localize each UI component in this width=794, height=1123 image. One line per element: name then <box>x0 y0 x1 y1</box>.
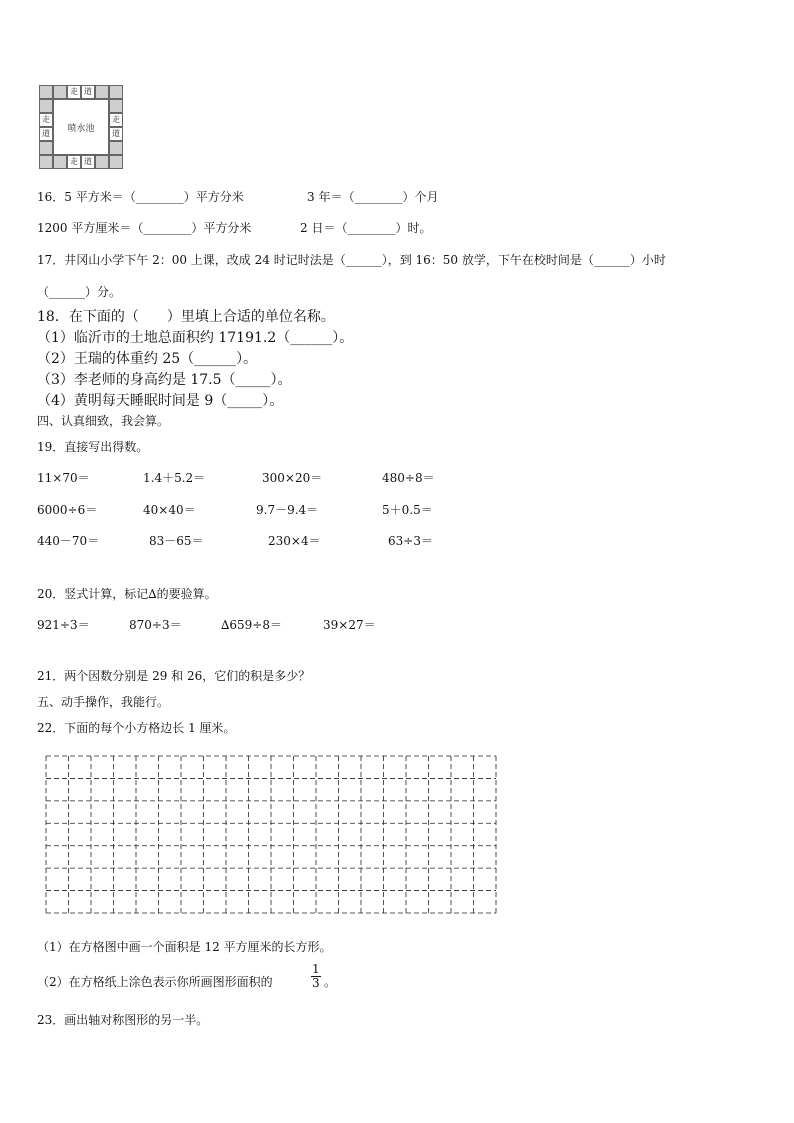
corner-tile <box>39 155 53 169</box>
q17-line2: （______）分。 <box>37 285 122 299</box>
path-label: 走 <box>39 113 53 127</box>
vertical-calc-item: ∆659÷8＝ <box>221 618 282 632</box>
corner-tile <box>109 155 123 169</box>
fraction-one-third <box>311 963 321 990</box>
corner-tile <box>39 85 53 99</box>
q18-item: （4）黄明每天睡眠时间是 9（_____）。 <box>37 393 284 409</box>
square-grid[interactable] <box>45 755 497 915</box>
path-label: 道 <box>39 127 53 141</box>
path-label: 走 <box>67 85 81 99</box>
calc-item: 40×40＝ <box>143 503 196 517</box>
path-tile <box>109 141 123 155</box>
fountain-label: 喷水池 <box>53 99 109 155</box>
path-tile <box>39 141 53 155</box>
q16-line1-a: 16．5 平方米＝（________）平方分米 <box>37 190 244 204</box>
calc-item: 63÷3＝ <box>388 534 433 548</box>
calc-item: 230×4＝ <box>268 534 321 548</box>
calc-item: 83－65＝ <box>149 534 204 548</box>
section-4-heading: 四、认真细致，我会算。 <box>37 414 170 428</box>
corner-tile <box>109 85 123 99</box>
path-label: 走 <box>109 113 123 127</box>
fraction-numerator: 1 <box>312 962 320 976</box>
vertical-calc-item: 39×27＝ <box>323 618 376 632</box>
path-tile <box>53 155 67 169</box>
q22-sub2-text: （2）在方格纸上涂色表示你所画图形面积的 <box>37 975 273 989</box>
calc-item: 11×70＝ <box>37 471 90 485</box>
path-tile <box>53 85 67 99</box>
calc-item: 480÷8＝ <box>382 471 435 485</box>
q22-title: 22．下面的每个小方格边长 1 厘米。 <box>37 721 236 735</box>
q18-item: （3）李老师的身高约是 17.5（_____）。 <box>37 372 292 388</box>
q18-item: （1）临沂市的土地总面积约 17191.2（______）。 <box>37 330 354 346</box>
q22-sub1: （1）在方格图中画一个面积是 12 平方厘米的长方形。 <box>37 940 332 954</box>
q20-title: 20．竖式计算，标记∆的要验算。 <box>37 587 217 601</box>
fraction-denominator: 3 <box>312 976 320 990</box>
section-5-heading: 五、动手操作，我能行。 <box>37 695 170 709</box>
fountain-figure <box>39 85 123 169</box>
q18-item: （2）王瑞的体重约 25（______）。 <box>37 351 258 367</box>
calc-item: 9.7－9.4＝ <box>256 503 319 517</box>
calc-item: 440－70＝ <box>37 534 100 548</box>
path-tile <box>109 99 123 113</box>
path-label: 道 <box>81 85 95 99</box>
vertical-calc-item: 921÷3＝ <box>37 618 90 632</box>
path-label: 道 <box>109 127 123 141</box>
q16-line2-a: 1200 平方厘米＝（________）平方分米 <box>37 221 252 235</box>
q18-title: 18．在下面的（ ）里填上合适的单位名称。 <box>37 309 335 325</box>
q17-line1: 17．井冈山小学下午 2：00 上课，改成 24 时记时法是（______），到 16：50 放学，下午在校时间是（______）小时 <box>37 253 666 267</box>
calc-item: 5＋0.5＝ <box>382 503 433 517</box>
path-tile <box>95 85 109 99</box>
calc-item: 300×20＝ <box>262 471 323 485</box>
q23: 23．画出轴对称图形的另一半。 <box>37 1013 209 1027</box>
calc-item: 6000÷6＝ <box>37 503 98 517</box>
q19-title: 19．直接写出得数。 <box>37 440 149 454</box>
path-tile <box>95 155 109 169</box>
path-label: 走 <box>67 155 81 169</box>
path-label: 道 <box>81 155 95 169</box>
q16-line1-b: 3 年＝（________）个月 <box>307 190 439 204</box>
path-tile <box>39 99 53 113</box>
vertical-calc-item: 870÷3＝ <box>129 618 182 632</box>
q21: 21．两个因数分别是 29 和 26，它们的积是多少？ <box>37 669 311 683</box>
q22-sub2-suffix: 。 <box>324 975 337 989</box>
calc-item: 1.4＋5.2＝ <box>143 471 206 485</box>
q16-line2-b: 2 日＝（________）时。 <box>300 221 432 235</box>
